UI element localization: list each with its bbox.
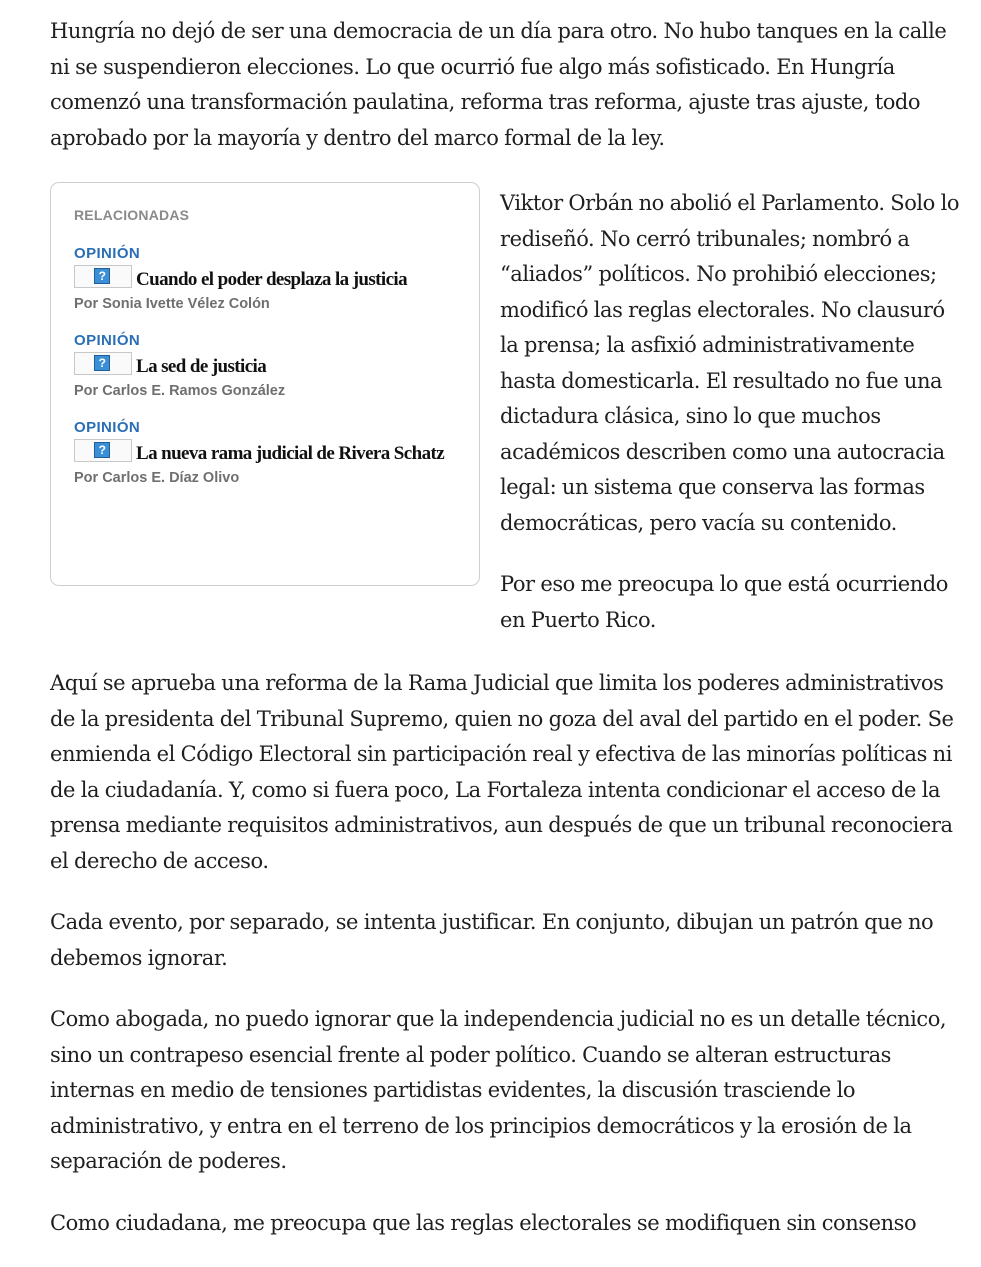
article-paragraph: Por eso me preocupa lo que está ocurriendo en Puerto Rico. [500,572,948,632]
article-continuation [50,666,955,1241]
related-section-row [50,182,960,666]
related-thumbnail[interactable] [74,352,132,375]
broken-image-icon: ? [94,355,110,371]
related-author: Por Carlos E. Díaz Olivo [74,470,240,486]
article-paragraph: Como ciudadana, me preocupa que las reglas electorales se modifiquen sin consenso [50,1210,917,1235]
related-item[interactable] [74,332,457,399]
related-articles-box [50,182,480,586]
broken-image-icon: ? [94,268,110,284]
article-paragraph: Aquí se aprueba una reforma de la Rama Judicial que limita los poderes administrativos de la presidenta del Tribunal Supremo, quien no goza del aval del partido en el poder. Se enmienda el Código Electoral sin participación real y efectiva de las minorías políticas ni de la ciudadanía. Y, como si fuera poco, La Fortaleza intenta condicionar el acceso de la prensa mediante requisitos administrativos, aun después de que un tribunal reconociera el derecho de acceso. [50,671,954,873]
article-paragraph: Como abogada, no puedo ignorar que la independencia judicial no es un detalle técnico, sino un contrapeso esencial frente al poder político. Cuando se alteran estructuras internas en medio de tensiones partidistas evidentes, la discusión trasciende lo administrativo, y entra en el terreno de los principios democráticos y la erosión de la separación de poderes. [50,1007,947,1173]
related-title-link[interactable] [74,265,457,291]
related-thumbnail[interactable] [74,439,132,462]
related-thumbnail[interactable] [74,265,132,288]
article-paragraph: Viktor Orbán no abolió el Parlamento. Solo lo rediseñó. No cerró tribunales; nombró a “aliados” políticos. No prohibió elecciones; modificó las reglas electorales. No clausuró la prensa; la asfixió administrativamente hasta domesticarla. El resultado no fue una dictadura clásica, sino lo que muchos académicos describen como una autocracia legal: un sistema que conserva las formas democráticas, pero vacía su contenido. [500,191,960,535]
broken-image-icon: ? [94,442,110,458]
article-paragraph: Cada evento, por separado, se intenta justificar. En conjunto, dibujan un patrón que no debemos ignorar. [50,910,934,970]
side-column-text [500,186,960,664]
related-kicker[interactable]: OPINIÓN [74,332,141,349]
related-title-text[interactable]: La sed de justicia [136,356,267,377]
related-kicker[interactable]: OPINIÓN [74,419,141,436]
related-item[interactable] [74,245,457,312]
related-title-link[interactable] [74,439,457,465]
related-author: Por Carlos E. Ramos González [74,383,286,399]
related-title-link[interactable] [74,352,457,378]
related-kicker[interactable]: OPINIÓN [74,245,141,262]
related-title-text[interactable]: La nueva rama judicial de Rivera Schatz [136,443,445,464]
article-paragraph: Hungría no dejó de ser una democracia de un día para otro. No hubo tanques en la calle ni se suspendieron elecciones. Lo que ocurrió fue algo más sofisticado. En Hungría comenzó una transformación paulatina, reforma tras reforma, ajuste tras ajuste, todo aprobado por la mayoría y dentro del marco formal de la ley. [50,19,947,150]
related-heading: RELACIONADAS [74,207,190,223]
article-body [50,14,960,1267]
related-title-text[interactable]: Cuando el poder desplaza la justicia [136,269,407,290]
related-author: Por Sonia Ivette Vélez Colón [74,296,270,312]
related-item[interactable] [74,419,457,486]
